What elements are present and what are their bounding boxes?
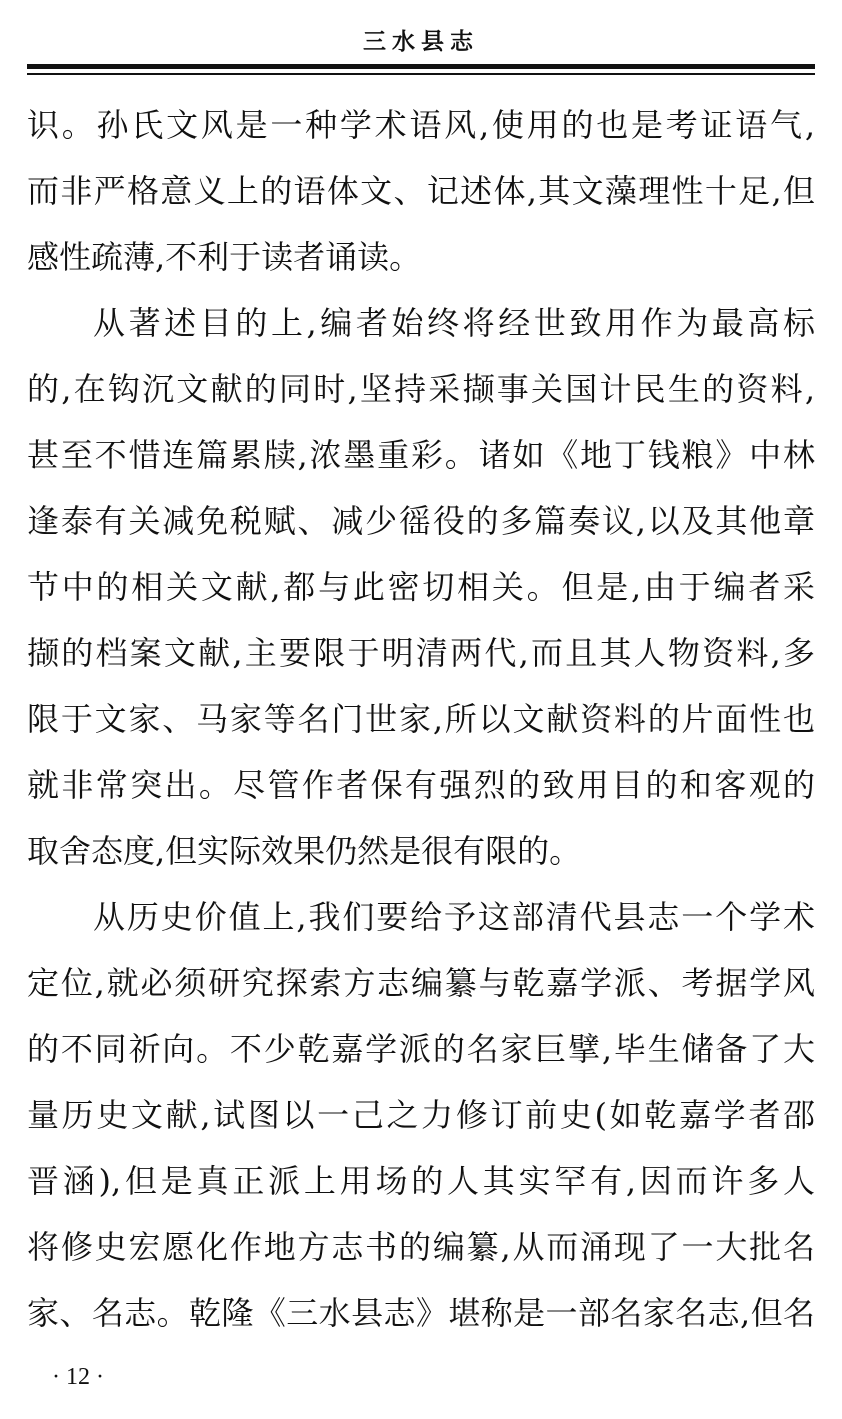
text-line: 识。孙氏文风是一种学术语风,使用的也是考证语气,: [27, 106, 815, 144]
text-line: 从著述目的上,编者始终将经世致用作为最高标: [93, 304, 815, 342]
running-head-title: 三水县志: [363, 28, 479, 55]
text-line: 取舍态度,但实际效果仍然是很有限的。: [27, 832, 582, 870]
text-line: 的,在钩沉文献的同时,坚持采撷事关国计民生的资料,: [27, 370, 815, 408]
text-line: 逢泰有关减免税赋、减少徭役的多篇奏议,以及其他章: [27, 502, 815, 540]
header-rule-thin: [27, 73, 815, 75]
header-rule-thick: [27, 64, 815, 69]
page-number: · 12 ·: [52, 1364, 104, 1390]
text-line: 限于文家、马家等名门世家,所以文献资料的片面性也: [27, 700, 815, 738]
text-line: 定位,就必须研究探索方志编纂与乾嘉学派、考据学风: [27, 964, 815, 1002]
text-line: 的不同祈向。不少乾嘉学派的名家巨擘,毕生储备了大: [27, 1030, 815, 1068]
text-line: 甚至不惜连篇累牍,浓墨重彩。诸如《地丁钱粮》中林: [27, 436, 815, 474]
text-line: 就非常突出。尽管作者保有强烈的致用目的和客观的: [27, 766, 815, 804]
text-line: 节中的相关文献,都与此密切相关。但是,由于编者采: [27, 568, 815, 606]
text-line: 晋涵),但是真正派上用场的人其实罕有,因而许多人: [27, 1162, 815, 1200]
text-line: 将修史宏愿化作地方志书的编纂,从而涌现了一大批名: [27, 1228, 815, 1266]
text-line: 量历史文献,试图以一己之力修订前史(如乾嘉学者邵: [27, 1096, 815, 1134]
text-line: 家、名志。乾隆《三水县志》堪称是一部名家名志,但名: [27, 1294, 815, 1332]
text-line: 从历史价值上,我们要给予这部清代县志一个学术: [93, 898, 815, 936]
text-line: 撷的档案文献,主要限于明清两代,而且其人物资料,多: [27, 634, 815, 672]
text-line: 感性疏薄,不利于读者诵读。: [27, 238, 422, 276]
text-line: 而非严格意义上的语体文、记述体,其文藻理性十足,但: [27, 172, 815, 210]
body-text: [27, 92, 815, 1346]
